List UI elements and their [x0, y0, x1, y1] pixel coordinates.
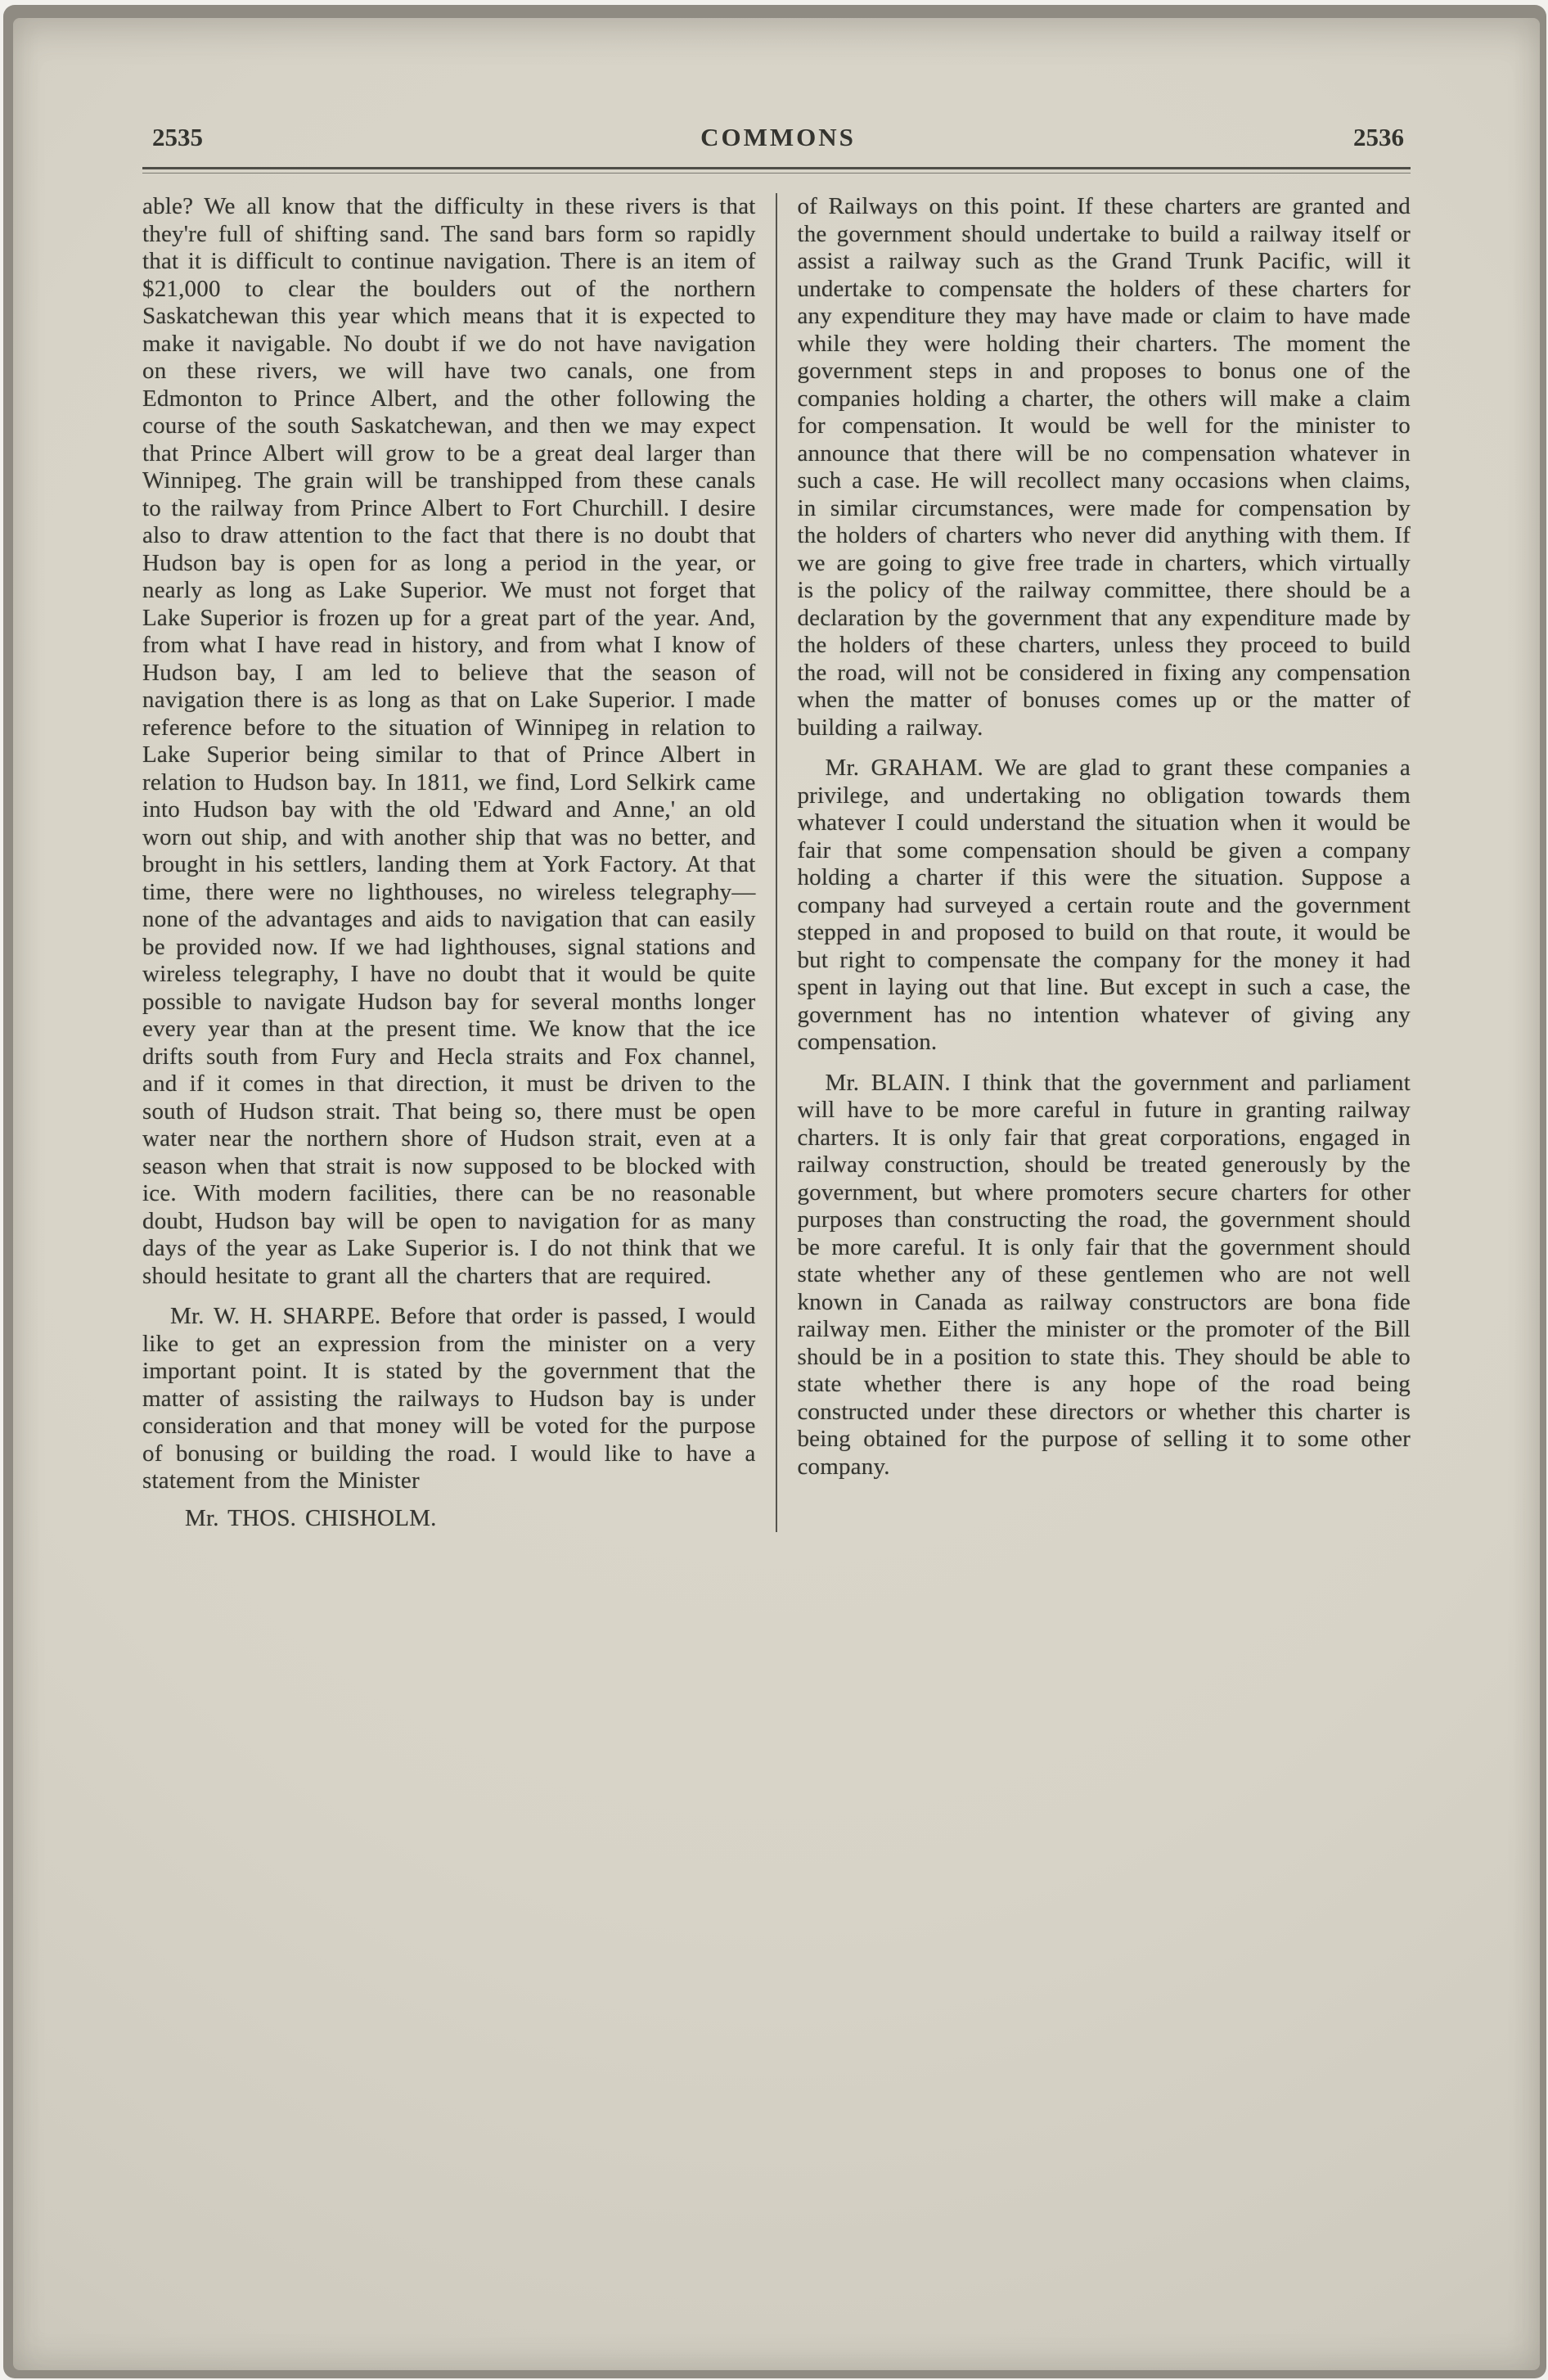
paragraph-speaker-chisholm: Mr. THOS. CHISHOLM.: [185, 1504, 437, 1531]
paper-sheet: [13, 18, 1540, 2370]
text-columns: [142, 193, 1411, 1532]
column-number-right: 2536: [1352, 123, 1404, 151]
left-column: [142, 193, 776, 1532]
right-column: [777, 193, 1411, 1532]
page-header: [142, 123, 1411, 152]
column-number-left: 2535: [152, 123, 203, 151]
paragraph-continuation: of Railways on this point. If these charters are granted and the government should undertake to build a railway itself or assist a railway such as the Grand Trunk Pacific, will it undertake to compensate the holders of these charters for any expenditure they may have made or claim to have made while they were holding their charters. The moment the government steps in and proposes to bonus one of the companies holding a charter, the others will make a claim for compensation. It would be well for the minister to announce that there will be no compensation whatever in such a case. He will recollect many occasions when claims, in similar circumstances, were made for compensation by the holders of charters who never did anything with them. If we are going to give free trade in charters, which virtually is the policy of the railway committee, there should be a declaration by the government that any expenditure made by the holders of these charters, unless they proceed to build the road, will not be considered in fixing any compensation when the matter of bonuses comes up or the matter of building a railway.: [797, 193, 1411, 741]
header-rule: [142, 167, 1411, 174]
page-content: [142, 123, 1411, 1532]
paragraph-speech-graham: Mr. GRAHAM. We are glad to grant these companies a privilege, and undertaking no obligation towards them whatever I could understand the situation when it would be fair that some compensation should be given a company holding a charter if this were the situation. Suppose a company had surveyed a certain route and the government stepped in and proposed to build on that route, it would be but right to compensate the company for the money it had spent in laying out that line. But except in such a case, the government has no intention whatever of giving any compensation.: [797, 755, 1411, 1055]
paragraph-speech-sharpe: Mr. W. H. SHARPE. Before that order is passed, I would like to get an expression from the minister on a very important point. It is stated by the government that the matter of assisting the railways to Hudson bay is under consideration and that money will be voted for the purpose of bonusing or building the road. I would like to have a statement from the Minister: [142, 1303, 756, 1494]
paragraph-continuation: able? We all know that the difficulty in these rivers is that they're full of shifting sand. The sand bars form so rapidly that it is difficult to continue navigation. There is an item of $21,000 to clear the boulders out of the northern Saskatchewan this year which means that it is expected to make it navigable. No doubt if we do not have navigation on these rivers, we will have two canals, one from Edmonton to Prince Albert, and the other following the course of the south Saskatchewan, and then we may expect that Prince Albert will grow to be a great deal larger than Winnipeg. The grain will be transhipped from these canals to the railway from Prince Albert to Fort Churchill. I desire also to draw attention to the fact that there is no doubt that Hudson bay is open for as long a period in the year, or nearly as long as Lake Superior. We must not forget that Lake Superior is frozen up for a great part of the year. And, from what I have read in history, and from what I know of Hudson bay, I am led to believe that the season of navigation there is as long as that on Lake Superior. I made reference before to the situation of Winnipeg in relation to Lake Superior being similar to that of Prince Albert in relation to Hudson bay. In 1811, we find, Lord Selkirk came into Hudson bay with the old 'Edward and Anne,' an old worn out ship, and with another ship that was no better, and brought in his settlers, landing them at York Factory. At that time, there were no lighthouses, no wireless telegraphy—none of the advantages and aids to navigation that can easily be provided now. If we had lighthouses, signal stations and wireless telegraphy, I have no doubt that it would be quite possible to navigate Hudson bay for several months longer every year than at the present time. We know that the ice drifts south from Fury and Hecla straits and Fox channel, and if it comes in that direction, it must be driven to the south of Hudson strait. That being so, there must be open water near the northern shore of Hudson strait, even at a season when that strait is now supposed to be blocked with ice. With modern facilities, there can be no reasonable doubt, Hudson bay will be open to navigation for as many days of the year as Lake Superior is. I do not think that we should hesitate to grant all the charters that are required.: [142, 193, 756, 1289]
scanned-page: [3, 5, 1546, 2378]
paragraph-speech-blain: Mr. BLAIN. I think that the government and parliament will have to be more careful in future in granting railway charters. It is only fair that great corporations, engaged in railway construction, should be treated generously by the government, but where promoters secure charters for other purposes than constructing the road, the government should be more careful. It is only fair that the government should state whether any of these gentlemen who are not well known in Canada as railway constructors are bona fide railway men. Either the minister or the promoter of the Bill should be in a position to state this. They should be able to state whether there is any hope of the road being constructed under these directors or whether this charter is being obtained for the purpose of selling it to some other company.: [797, 1069, 1411, 1480]
page-title: COMMONS: [700, 123, 856, 151]
